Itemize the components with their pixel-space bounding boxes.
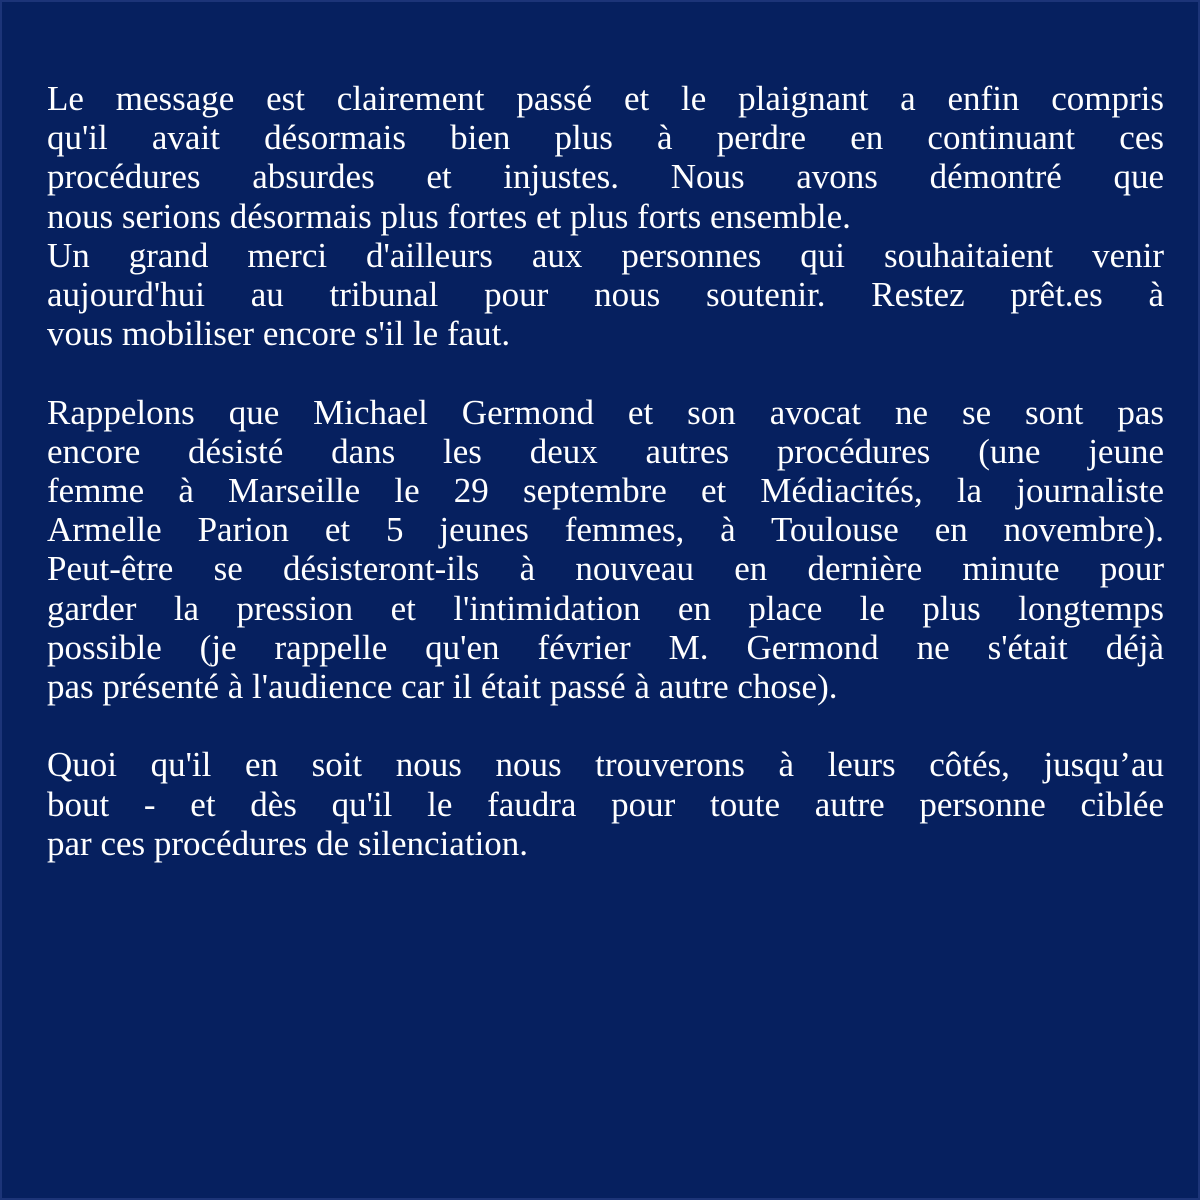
statement-text [47,79,1164,863]
paragraph-2 [47,393,1164,707]
text-line: bout - et dès qu'il le faudra pour toute autre personne ciblée [47,784,1164,824]
text-line: pas présenté à l'audience car il était passé à autre chose). [47,667,838,707]
paragraph-3 [47,745,1164,863]
text-line: Un grand merci d'ailleurs aux personnes qui souhaitaient venir [47,235,1164,275]
text-line: qu'il avait désormais bien plus à perdre en continuant ces [47,118,1164,158]
text-line: nous serions désormais plus fortes et plus forts ensemble. [47,196,851,236]
text-line: Peut-être se désisteront-ils à nouveau en dernière minute pour [47,549,1164,589]
text-line: possible (je rappelle qu'en février M. Germond ne s'était déjà [47,627,1164,667]
paragraph-1 [47,79,1164,353]
text-line: encore désisté dans les deux autres procédures (une jeune [47,431,1164,471]
text-line: femme à Marseille le 29 septembre et Médiacités, la journaliste [47,471,1164,511]
text-line: vous mobiliser encore s'il le faut. [47,314,511,354]
text-line: Rappelons que Michael Germond et son avocat ne se sont pas [47,392,1164,432]
text-line: Le message est clairement passé et le plaignant a enfin compris [47,79,1164,118]
text-line: par ces procédures de silenciation. [47,823,529,863]
text-line: procédures absurdes et injustes. Nous avons démontré que [47,157,1164,197]
text-line: garder la pression et l'intimidation en place le plus longtemps [47,588,1164,628]
text-line: aujourd'hui au tribunal pour nous soutenir. Restez prêt.es à [47,275,1164,315]
text-line: Quoi qu'il en soit nous nous trouverons à leurs côtés, jusqu’au [47,745,1164,785]
text-line: Armelle Parion et 5 jeunes femmes, à Toulouse en novembre). [47,510,1164,550]
